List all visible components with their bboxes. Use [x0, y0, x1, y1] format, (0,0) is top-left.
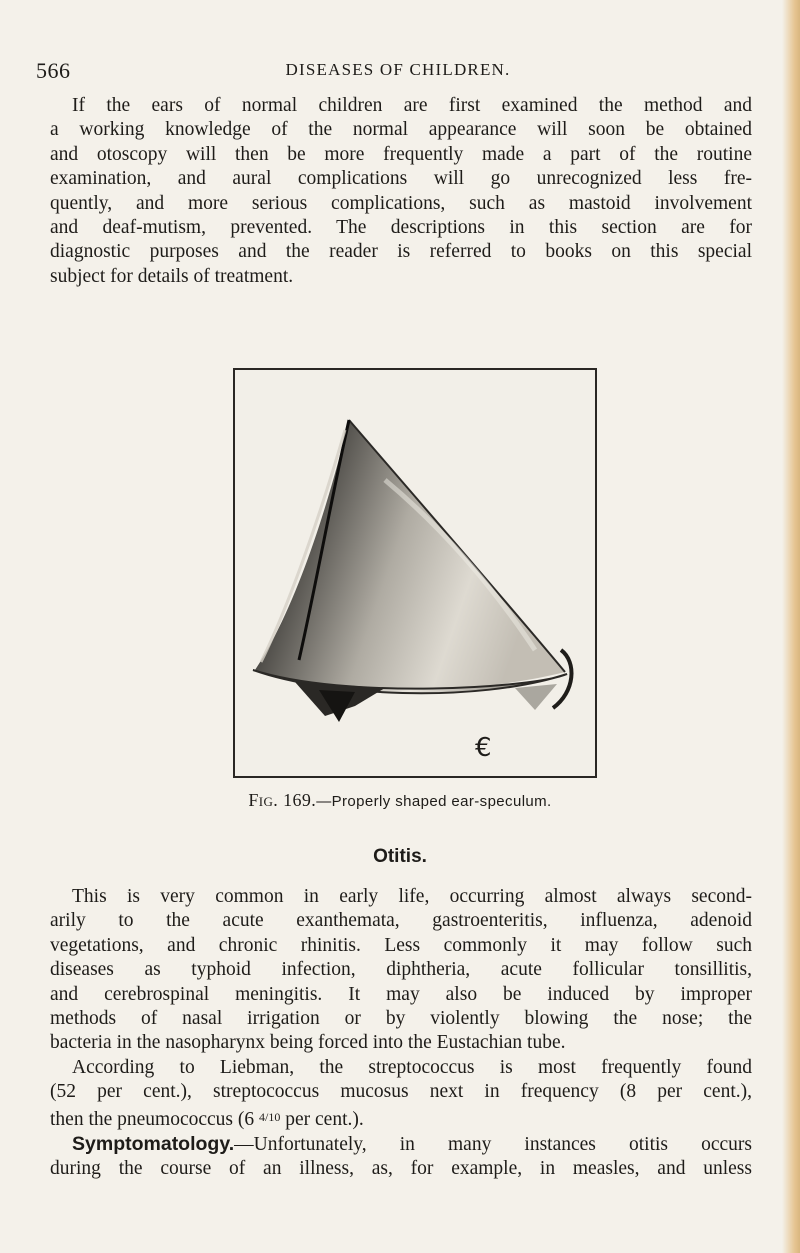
figure-caption-text: —Properly shaped ear-speculum.: [316, 793, 552, 810]
figure-ear-speculum: [233, 368, 597, 778]
ear-speculum-illustration: [235, 370, 595, 776]
text-line: a working knowledge of the normal appearance will soon be obtained: [50, 119, 752, 141]
text-line: [50, 1105, 752, 1132]
text-line: According to Liebman, the streptococcus is most frequently found: [72, 1056, 752, 1078]
section-title: Otitis.: [373, 846, 427, 867]
figure-caption: [0, 790, 800, 811]
text-line: subject for details of treatment.: [50, 265, 294, 287]
text-line: diagnostic purposes and the reader is referred to books on this special: [50, 241, 752, 263]
text-fragment: —Unfortunately, in many instances otitis occurs: [234, 1134, 752, 1156]
text-line: This is very common in early life, occurring almost always second-: [72, 886, 752, 907]
fraction: 4/10: [259, 1109, 281, 1124]
maker-mark: €: [475, 733, 492, 763]
figure-label: Fig. 169.: [248, 790, 317, 810]
symptomatology-heading: Symptomatology.: [72, 1133, 235, 1156]
text-line: diseases as typhoid infection, diphtheria, acute follicular tonsillitis,: [50, 959, 752, 981]
text-line: and otoscopy will then be more frequently made a part of the routine: [50, 143, 752, 165]
text-line: arily to the acute exanthemata, gastroenteritis, influenza, adenoid: [50, 910, 752, 932]
text-fragment: per cent.).: [280, 1108, 364, 1130]
page-number: 566: [36, 58, 71, 83]
intro-paragraph: [50, 94, 752, 289]
text-line: and deaf-mutism, prevented. The descriptions in this section are for: [50, 217, 752, 239]
page-edge-shadow: [782, 0, 800, 1253]
text-line: during the course of an illness, as, for example, in measles, and unless: [50, 1158, 752, 1180]
text-line: vegetations, and chronic rhinitis. Less commonly it may follow such: [50, 934, 752, 956]
text-line: methods of nasal irrigation or by violently blowing the nose; the: [50, 1008, 752, 1030]
text-line: (52 per cent.), streptococcus mucosus next in frequency (8 per cent.),: [50, 1081, 752, 1103]
otitis-paragraph: [50, 885, 752, 1182]
text-line: quently, and more serious complications, such as mastoid involvement: [50, 192, 752, 214]
running-head: DISEASES OF CHILDREN.: [285, 60, 511, 79]
page-header: [36, 58, 760, 82]
text-line: [50, 1132, 752, 1157]
text-fragment: then the pneumococcus (6: [50, 1108, 260, 1130]
text-line: bacteria in the nasopharynx being forced into the Eustachian tube.: [50, 1032, 566, 1054]
text-line: If the ears of normal children are first examined the method and: [72, 95, 752, 116]
text-line: and cerebrospinal meningitis. It may also be induced by improper: [50, 983, 752, 1005]
text-line: examination, and aural complications will go unrecognized less fre-: [50, 168, 752, 190]
